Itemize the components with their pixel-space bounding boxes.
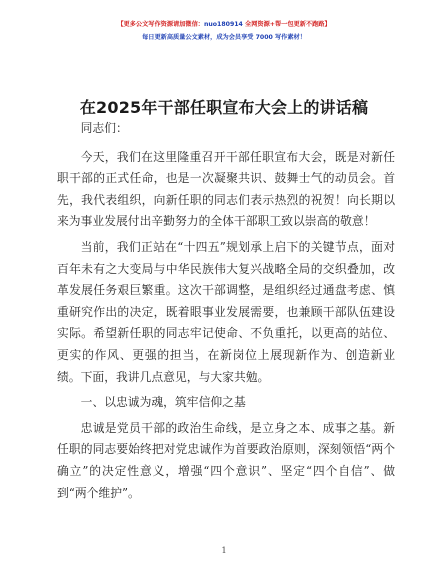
document-title: 在2025年干部任职宣布大会上的讲话稿 — [79, 98, 369, 117]
promo-text: 【更多公文写作资源请加微信： — [117, 21, 204, 28]
document-body — [57, 118, 395, 508]
salutation: 同志们： — [80, 121, 128, 135]
promo-text: 每日更新高质量公文素材，成为会员享受 7000 写作素材！ — [142, 34, 306, 41]
body-paragraph: 今天，我们在这里隆重召开干部任职宣布大会，既是对新任职干部的正式任命，也是一次凝聚共识、鼓舞士气的动员会。首先，我代表组织，向新任职的同志们表示热烈的祝贺！向长期以来为事业发展付出辛勤努力的全体干部职工致以崇高的敬意！ — [57, 149, 395, 229]
promo-text: 全网资源+帮一包更新不跑路】 — [242, 21, 331, 28]
body-paragraph: 忠诚是党员干部的政治生命线，是立身之本、成事之基。新任职的同志要始终把对党忠诚作为首要政治原则，深刻领悟“两个确立”的决定性意义，增强“四个意识”、坚定“四个自信”、做到“两个维护”。 — [57, 420, 395, 500]
wechat-id: nuo180914 — [203, 21, 243, 28]
page-number: 1 — [221, 546, 227, 555]
promo-banner-line-2 — [0, 34, 448, 42]
body-paragraph: 当前，我们正站在“十四五”规划承上启下的关键节点，面对百年未有之大变局与中华民族伟大复兴战略全局的交织叠加，改革发展任务艰巨繁重。这次干部调整，是组织经过通盘考虑、慎重研究作出的决定，既着眼事业发展需要，也兼顾干部队伍建设实际。希望新任职的同志牢记使命、不负重托，以更高的站位、更实的作风、更强的担当，在新岗位上展现新作为、创造新业绩。下面，我讲几点意见，与大家共勉。 — [57, 239, 395, 384]
promo-banner-line-1 — [0, 21, 448, 29]
section-heading: 一、以忠诚为魂，筑牢信仰之基 — [80, 395, 246, 410]
